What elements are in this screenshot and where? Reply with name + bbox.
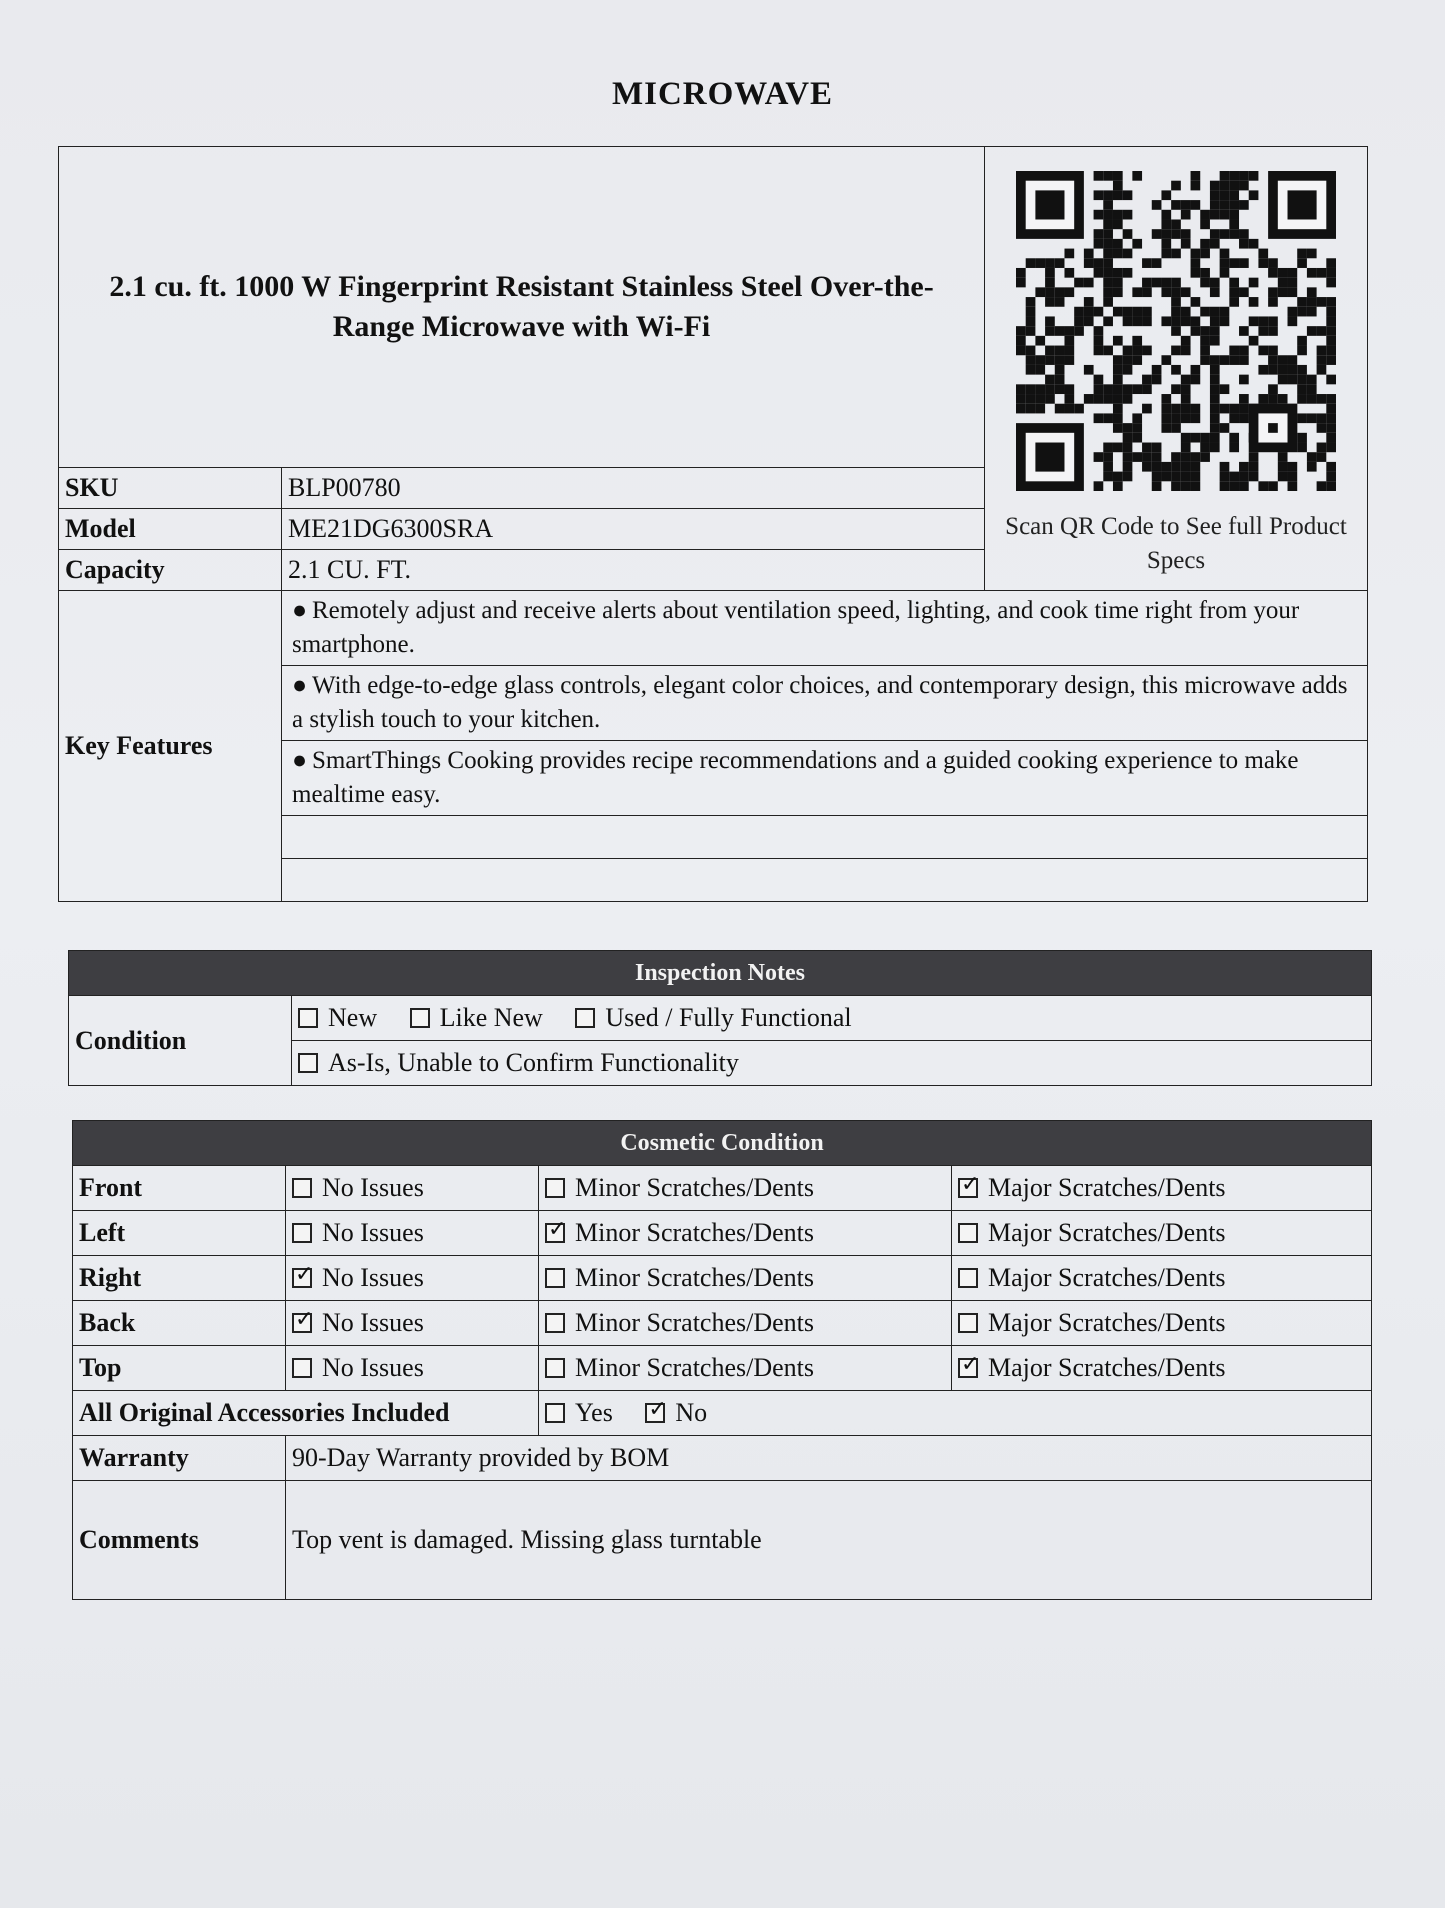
checkbox-icon[interactable] <box>958 1313 978 1333</box>
condition-option-as-is[interactable] <box>298 1048 739 1078</box>
cosmetic-row <box>73 1301 1372 1346</box>
warranty-label: Warranty <box>73 1436 286 1481</box>
checkbox-icon[interactable] <box>958 1358 978 1378</box>
checkbox-icon[interactable] <box>545 1268 565 1288</box>
minor-damage-option[interactable] <box>539 1211 952 1256</box>
option-label: Major Scratches/Dents <box>988 1173 1226 1202</box>
minor-damage-option[interactable] <box>539 1256 952 1301</box>
option-label: No Issues <box>322 1308 424 1337</box>
accessories-options <box>539 1391 1372 1436</box>
capacity-value: 2.1 CU. FT. <box>282 550 985 591</box>
option-label: No Issues <box>322 1353 424 1382</box>
condition-option-like-new[interactable] <box>410 1003 543 1033</box>
condition-option-new[interactable] <box>298 1003 377 1033</box>
checkbox-icon[interactable] <box>292 1223 312 1243</box>
option-label: Used / Fully Functional <box>605 1003 852 1032</box>
comments-value: Top vent is damaged. Missing glass turntable <box>286 1481 1372 1600</box>
checkbox-icon[interactable] <box>292 1358 312 1378</box>
warranty-value: 90-Day Warranty provided by BOM <box>286 1436 1372 1481</box>
side-label: Right <box>73 1256 286 1301</box>
feature-blank-row <box>282 816 1368 859</box>
qr-code-cell <box>985 147 1368 591</box>
option-label: Minor Scratches/Dents <box>575 1353 815 1382</box>
major-damage-option[interactable] <box>952 1211 1372 1256</box>
feature-text: SmartThings Cooking provides recipe recommendations and a guided cooking experience to make mealtime easy. <box>292 747 1299 808</box>
checkbox-icon[interactable] <box>545 1313 565 1333</box>
checkbox-icon[interactable] <box>575 1008 595 1028</box>
checkbox-icon[interactable] <box>545 1223 565 1243</box>
accessories-yes-option[interactable] <box>545 1398 613 1428</box>
no-issues-option[interactable] <box>286 1211 539 1256</box>
checkbox-icon[interactable] <box>292 1313 312 1333</box>
feature-blank-row <box>282 859 1368 902</box>
option-label: Major Scratches/Dents <box>988 1308 1226 1337</box>
sku-value: BLP00780 <box>282 468 985 509</box>
cosmetic-row <box>73 1166 1372 1211</box>
option-label: Minor Scratches/Dents <box>575 1218 815 1247</box>
condition-option-used[interactable] <box>575 1003 851 1033</box>
option-label: Minor Scratches/Dents <box>575 1263 815 1292</box>
bullet-icon: ● <box>292 747 308 774</box>
option-label: Major Scratches/Dents <box>988 1353 1226 1382</box>
cosmetic-row <box>73 1346 1372 1391</box>
accessories-no-option[interactable] <box>645 1398 707 1428</box>
document-title: MICROWAVE <box>611 76 834 112</box>
bullet-icon: ● <box>292 597 308 624</box>
minor-damage-option[interactable] <box>539 1346 952 1391</box>
feature-text: With edge-to-edge glass controls, elegant color choices, and contemporary design, this microwave adds a stylish touch to your kitchen. <box>292 672 1348 733</box>
minor-damage-option[interactable] <box>539 1166 952 1211</box>
feature-item <box>282 741 1368 816</box>
checkbox-icon[interactable] <box>410 1008 430 1028</box>
major-damage-option[interactable] <box>952 1346 1372 1391</box>
no-issues-option[interactable] <box>286 1166 539 1211</box>
option-label: Major Scratches/Dents <box>988 1218 1226 1247</box>
inspection-notes-table <box>68 950 1372 1086</box>
checkbox-icon[interactable] <box>298 1008 318 1028</box>
comments-label: Comments <box>73 1481 286 1600</box>
checkbox-icon[interactable] <box>645 1403 665 1423</box>
accessories-label: All Original Accessories Included <box>73 1391 539 1436</box>
feature-item <box>282 591 1368 666</box>
option-label: No Issues <box>322 1173 424 1202</box>
product-name: 2.1 cu. ft. 1000 W Fingerprint Resistant Stainless Steel Over-the-Range Microwave with Wi-Fi <box>59 147 985 468</box>
option-label: Yes <box>575 1398 613 1427</box>
cosmetic-row <box>73 1211 1372 1256</box>
checkbox-icon[interactable] <box>298 1053 318 1073</box>
major-damage-option[interactable] <box>952 1256 1372 1301</box>
option-label: New <box>328 1003 378 1032</box>
sku-label: SKU <box>59 468 282 509</box>
checkbox-icon[interactable] <box>292 1178 312 1198</box>
condition-options-row <box>292 1041 1372 1086</box>
minor-damage-option[interactable] <box>539 1301 952 1346</box>
product-info-table <box>58 146 1368 902</box>
no-issues-option[interactable] <box>286 1256 539 1301</box>
option-label: Minor Scratches/Dents <box>575 1308 815 1337</box>
condition-label: Condition <box>69 996 292 1086</box>
checkbox-icon[interactable] <box>958 1178 978 1198</box>
bullet-icon: ● <box>292 672 308 699</box>
checkbox-icon[interactable] <box>545 1403 565 1423</box>
major-damage-option[interactable] <box>952 1166 1372 1211</box>
no-issues-option[interactable] <box>286 1301 539 1346</box>
checkbox-icon[interactable] <box>545 1178 565 1198</box>
qr-code-icon[interactable] <box>1016 171 1336 491</box>
no-issues-option[interactable] <box>286 1346 539 1391</box>
inspection-notes-header: Inspection Notes <box>69 951 1372 996</box>
cosmetic-row <box>73 1256 1372 1301</box>
condition-options-row <box>292 996 1372 1041</box>
option-label: As-Is, Unable to Confirm Functionality <box>328 1048 739 1077</box>
checkbox-icon[interactable] <box>545 1358 565 1378</box>
side-label: Top <box>73 1346 286 1391</box>
feature-text: Remotely adjust and receive alerts about ventilation speed, lighting, and cook time right from your smartphone. <box>292 597 1300 658</box>
qr-caption: Scan QR Code to See full Product Specs <box>1005 513 1347 574</box>
checkbox-icon[interactable] <box>292 1268 312 1288</box>
cosmetic-condition-table <box>72 1120 1372 1600</box>
capacity-label: Capacity <box>59 550 282 591</box>
option-label: Like New <box>439 1003 543 1032</box>
option-label: No <box>675 1398 708 1427</box>
major-damage-option[interactable] <box>952 1301 1372 1346</box>
model-label: Model <box>59 509 282 550</box>
checkbox-icon[interactable] <box>958 1268 978 1288</box>
option-label: Major Scratches/Dents <box>988 1263 1226 1292</box>
option-label: No Issues <box>322 1218 424 1247</box>
cosmetic-condition-header: Cosmetic Condition <box>73 1121 1372 1166</box>
side-label: Back <box>73 1301 286 1346</box>
key-features-label: Key Features <box>59 591 282 902</box>
feature-item <box>282 666 1368 741</box>
model-value: ME21DG6300SRA <box>282 509 985 550</box>
side-label: Left <box>73 1211 286 1256</box>
option-label: No Issues <box>322 1263 424 1292</box>
checkbox-icon[interactable] <box>958 1223 978 1243</box>
option-label: Minor Scratches/Dents <box>575 1173 815 1202</box>
side-label: Front <box>73 1166 286 1211</box>
